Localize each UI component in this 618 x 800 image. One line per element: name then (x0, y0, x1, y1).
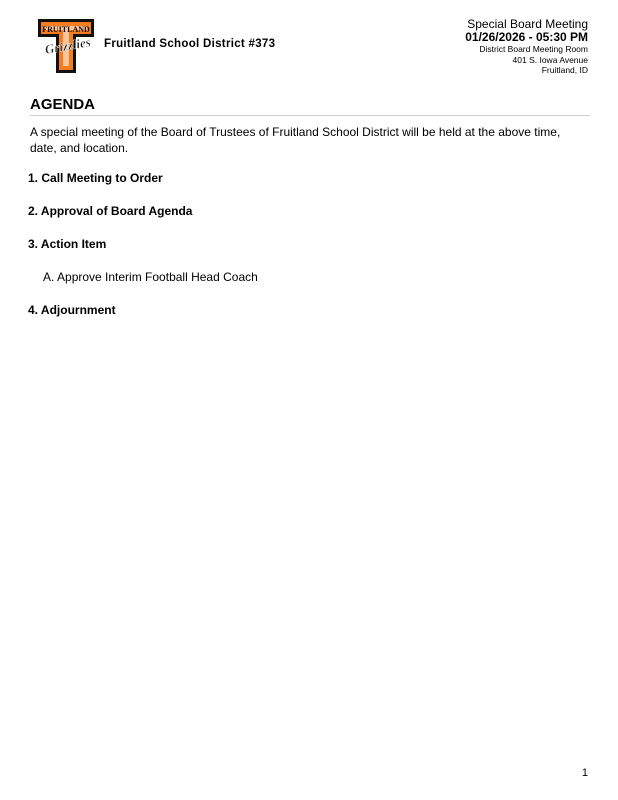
meeting-datetime: 01/26/2026 - 05:30 PM (465, 30, 588, 44)
agenda-subitem-title: Approve Interim Football Head Coach (57, 270, 258, 284)
agenda-item-number: 1. (28, 171, 39, 185)
location-room: District Board Meeting Room (479, 44, 588, 54)
agenda-subitem-3a (43, 270, 258, 284)
page-number: 1 (581, 767, 588, 779)
agenda-item-4 (28, 303, 116, 317)
fruitland-grizzlies-logo (30, 17, 102, 75)
agenda-item-title: Action Item (40, 237, 107, 251)
agenda-item-number: 4. (28, 303, 39, 317)
agenda-item-3 (28, 237, 106, 251)
location-street: 401 S. Iowa Avenue (512, 54, 588, 65)
meeting-title: Special Board Meeting (467, 17, 588, 31)
agenda-intro: A special meeting of the Board of Trustees of Fruitland School District will be held at the above time, date, and location. (30, 125, 561, 155)
agenda-item-title: Call Meeting to Order (41, 171, 163, 185)
logo-text-top: FRUITLAND (42, 25, 90, 34)
agenda-item-1 (28, 171, 163, 185)
agenda-subitem-letter: A. (43, 270, 55, 284)
agenda-item-number: 3. (28, 237, 39, 251)
t-logo-icon (30, 17, 102, 75)
agenda-item-2 (28, 204, 192, 218)
district-name: Fruitland School District #373 (104, 38, 276, 50)
agenda-item-title: Adjournment (40, 303, 116, 317)
meeting-info (465, 18, 588, 75)
agenda-item-title: Approval of Board Agenda (40, 204, 193, 218)
location-city: Fruitland, ID (541, 65, 588, 75)
agenda-item-number: 2. (28, 204, 39, 218)
logo-text-script: Grizzlies (43, 34, 92, 57)
agenda-heading: AGENDA (30, 96, 96, 113)
heading-divider (30, 115, 590, 116)
